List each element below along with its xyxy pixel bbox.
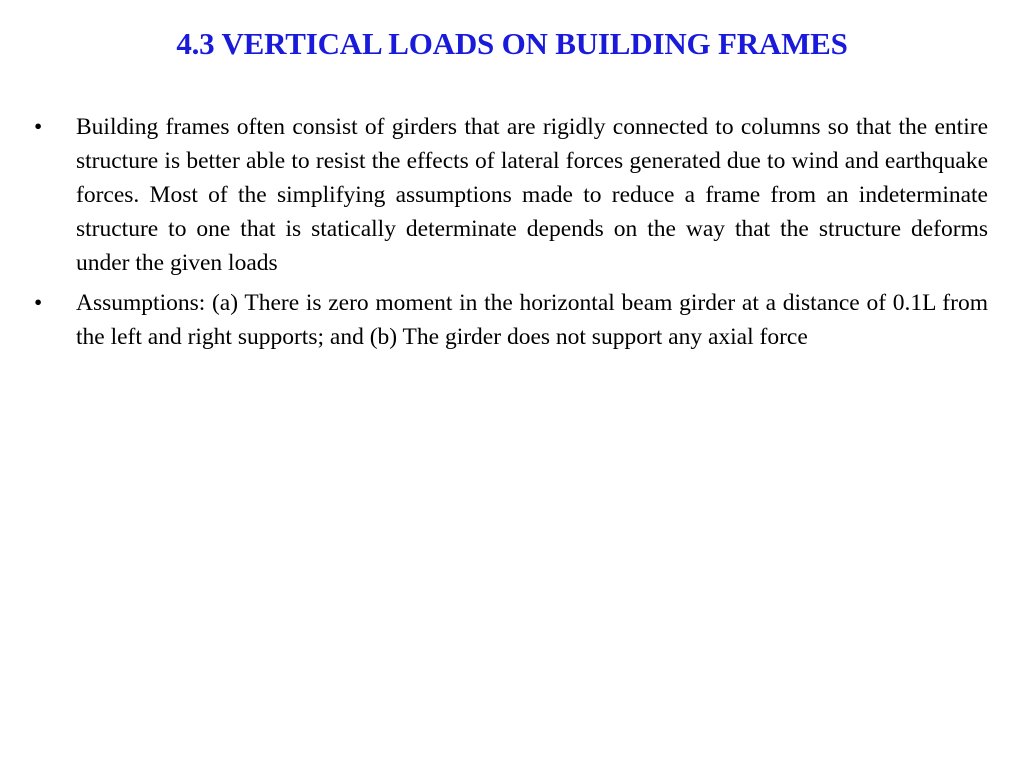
bullet-item <box>32 110 988 280</box>
bullet-text: Assumptions: (a) There is zero moment in the horizontal beam girder at a distance of 0.1L from the left and right supports; and (b) The girder does not support any axial force <box>76 290 988 350</box>
bullet-list <box>32 110 988 360</box>
bullet-dot-icon: • <box>34 114 43 140</box>
slide-title: 4.3 VERTICAL LOADS ON BUILDING FRAMES <box>176 26 848 61</box>
bullet-dot-icon: • <box>34 290 43 316</box>
bullet-text: Building frames often consist of girders that are rigidly connected to columns so that the entire structure is better able to resist the effects of lateral forces generated due to wind and earthquake forces. Most of the simplifying assumptions made to reduce a frame from an indeterminate structure to one that is statically determinate depends on the way that the structure deforms under the given loads <box>76 114 988 276</box>
bullet-item <box>32 286 988 354</box>
